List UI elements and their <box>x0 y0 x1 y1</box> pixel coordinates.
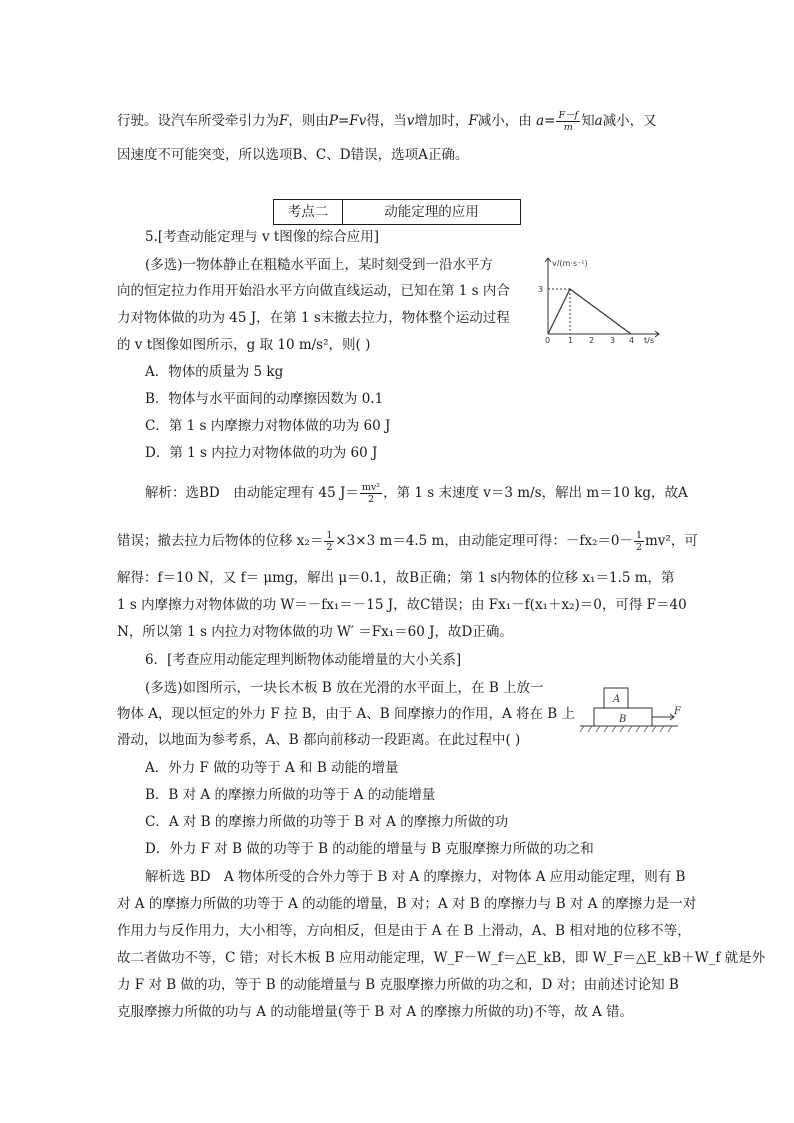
q5-stem-2: 向的恒定拉力作用开始沿水平方向做直线运动，已知在第 1 s 内合 <box>117 283 510 299</box>
q5-title: 5.[考查动能定理与 v t图像的综合应用] <box>145 229 380 245</box>
q6-option-a: A．外力 F 做的功等于 A 和 B 动能的增量 <box>145 760 399 776</box>
q5-answer-2: 错误；撤去拉力后物体的位移 x₂＝ $\frac{1}{2}$ ×3×3 m＝4.5 m，由动能定理可得：－fx₂＝0－ $\frac{1}{2}$ mv²，可 <box>117 530 698 553</box>
graph-xtick-0: 0 <box>545 336 551 344</box>
q5-answer-3: 解得：f＝10 N，又 f＝ μmg，解出 μ＝0.1，故B正确；第 1 s内物体的位移 x₁＝1.5 m，第 <box>117 570 675 586</box>
section-header-box <box>273 199 521 225</box>
q5-option-c: C．第 1 s 内摩擦力对物体做的功为 60 J <box>145 418 391 434</box>
section-title: 动能定理的应用 <box>384 204 479 220</box>
section-number: 考点二 <box>274 200 343 224</box>
q5-option-d: D．第 1 s 内拉力对物体做的功为 60 J <box>145 445 378 461</box>
velocity-line <box>548 289 631 334</box>
q6-answer-5: 力 F 对 B 做的功，等于 B 的动能增量与 B 克服摩擦力所做的功之和，D 对；由前述讨论知 B <box>117 977 679 993</box>
q5-stem-1: (多选)一物体静止在粗糙水平面上，某时刻受到一沿水平方 <box>145 257 494 273</box>
q6-answer-2: 对 A 的摩擦力所做的功等于 A 的动能的增量，B 对；A 对 B 的摩擦力与 B 对 A 的摩擦力是一对 <box>117 896 697 912</box>
graph-ytick: 3 <box>538 285 544 294</box>
force-label: F <box>674 706 681 717</box>
block-figure <box>578 682 688 734</box>
block-a-label: A <box>613 694 621 705</box>
q5-option-b: B．物体与水平面间的动摩擦因数为 0.1 <box>145 391 384 407</box>
graph-xtick-1: 1 <box>568 336 574 344</box>
q5-stem-3: 力对物体做的功为 45 J，在第 1 s末撤去拉力，物体整个运动过程 <box>117 310 510 326</box>
graph-xlabel: t/s <box>644 336 654 344</box>
q6-stem-2: 物体 A，现以恒定的外力 F 拉 B，由于 A、B 间摩擦力的作用，A 将在 B 上 <box>117 706 575 722</box>
intro-line-1: 行驶。设汽车所受牵引力为F，则由P=Fv得，当v增加时，F减小，由 a= $\frac{F-f}{m}$ 知a减小，又 <box>117 110 657 133</box>
q5-stem-4: 的 v t图像如图所示，g 取 10 m/s²，则( ) <box>117 337 371 353</box>
q5-answer-4: 1 s 内摩擦力对物体做的功 W＝－fx₁＝－15 J，故C错误；由 Fx₁－f(x₁＋x₂)＝0，可得 F＝40 <box>117 597 687 613</box>
q6-stem-1: (多选)如图所示，一块长木板 B 放在光滑的水平面上，在 B 上放一 <box>145 680 544 696</box>
q6-answer-3: 作用力与反作用力，大小相等，方向相反，但是由于 A 在 B 上滑动，A、B 相对地的位移不等， <box>117 923 691 939</box>
q6-option-c: C．A 对 B 的摩擦力所做的功等于 B 对 A 的摩擦力所做的功 <box>145 814 509 830</box>
q6-answer-1: 解析选 BD A 物体所受的合外力等于 B 对 A 的摩擦力，对物体 A 应用动能定理，则有 B <box>145 869 686 885</box>
graph-ylabel: v/(m·s⁻¹) <box>552 259 588 268</box>
q6-answer-4: 故二者做功不等，C 错；对长木板 B 应用动能定理，W_F－W_f＝△E_kB，即 W_F＝△E_kB＋W_f 就是外 <box>117 950 766 966</box>
q5-option-a: A．物体的质量为 5 kg <box>145 364 284 380</box>
fraction-a: $\frac{F-f}{m}$ <box>558 110 579 133</box>
graph-xtick-3: 3 <box>610 336 616 344</box>
q5-answer-5: N，所以第 1 s 内拉力对物体做的功 W′ ＝Fx₁＝60 J，故D正确。 <box>117 624 513 640</box>
q6-title: 6．[考查应用动能定理判断物体动能增量的大小关系] <box>145 652 462 668</box>
q6-option-b: B．B 对 A 的摩擦力所做的功等于 A 的动能增量 <box>145 787 436 803</box>
graph-xtick-2: 2 <box>589 336 595 344</box>
intro-line-2: 因速度不可能突变，所以选项B、C、D错误，选项A正确。 <box>117 147 469 163</box>
q5-answer-1: 解析：选BD 由动能定理有 45 J＝ $\frac{\text{mv²}}{2}$ ，第 1 s 末速度 v＝3 m/s，解出 m＝10 kg，故A <box>145 482 688 505</box>
q6-stem-3: 滑动，以地面为参考系，A、B 都向前移动一段距离。在此过程中( ) <box>117 732 521 748</box>
q6-answer-6: 克服摩擦力所做的功与 A 的动能增量(等于 B 对 A 的摩擦力所做的功)不等，故 A 错。 <box>117 1004 634 1020</box>
board-b-label: B <box>619 714 627 725</box>
q6-option-d: D．外力 F 对 B 做的功等于 B 的动能的增量与 B 克服摩擦力所做的功之和 <box>145 841 594 857</box>
graph-xtick-4: 4 <box>629 336 635 344</box>
vt-graph <box>535 252 665 344</box>
